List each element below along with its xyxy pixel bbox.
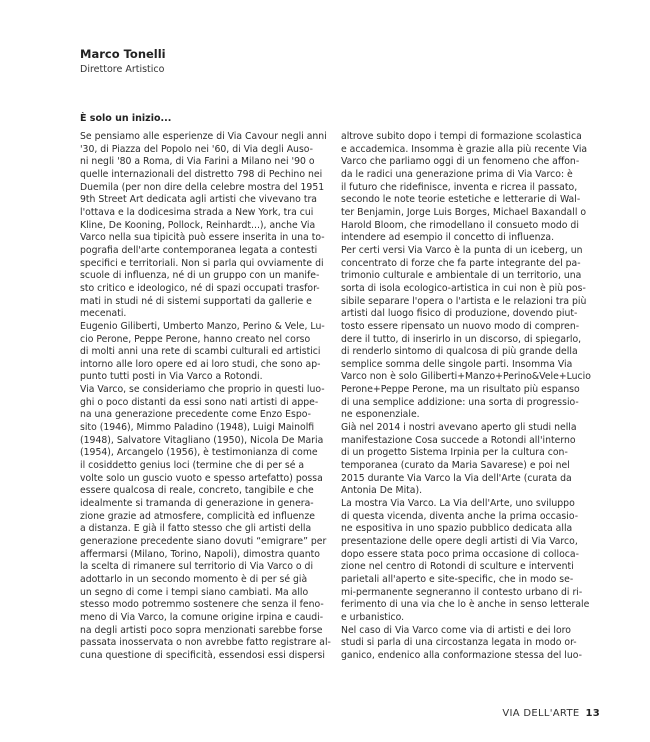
text-line: di molti anni una rete di scambi culturali ed artistici <box>80 346 321 358</box>
text-line: Via Varco, se consideriamo che proprio in questi luo- <box>80 384 325 396</box>
text-line: pografia dell'arte contemporanea legata a contesti <box>80 244 318 256</box>
text-line: Per certi versi Via Varco è la punta di un iceberg, un <box>341 244 583 256</box>
text-line: il cosiddetto genius loci (termine che di per sé a <box>80 460 305 472</box>
text-line: secondo le note teorie estetiche e letterarie di Wal- <box>341 194 581 206</box>
text-line: di una semplice addizione: una sorta di progressio- <box>341 396 579 408</box>
text-line: ganico, endenico alla conformazione stessa del luo- <box>341 649 582 661</box>
text-line: la scelta di rimanere sul territorio di Via Varco o di <box>80 561 314 573</box>
text-line: Kline, De Kooning, Pollock, Reinhardt...), anche Via <box>80 219 316 231</box>
text-line: ghi o poco distanti da essi sono nati artisti di appe- <box>80 396 319 408</box>
footer-section-title: VIA DELL'ARTE <box>502 708 580 719</box>
text-line: meno di Via Varco, la comune origine irpina e caudi- <box>80 611 324 623</box>
text-line: dopo essere stata poco prima occasione di colloca- <box>341 548 579 560</box>
text-line: l'ottava e la dodicesima strada a New York, tra cui <box>80 206 314 218</box>
text-line: Duemila (per non dire della celebre mostra del 1951 <box>80 181 325 193</box>
page-footer <box>440 708 600 719</box>
text-line: manifestazione Cosa succede a Rotondi all'interno <box>341 434 576 446</box>
text-line: (1948), Salvatore Vitagliano (1950), Nicola De Maria <box>80 434 324 446</box>
text-line: studi si parla di una circostanza legata in modo or- <box>341 637 577 649</box>
text-line: (1954), Arcangelo (1956), è testimonianza di come <box>80 447 318 459</box>
text-line: zione grazie ad atmosfere, complicità ed influenze <box>80 510 315 522</box>
author-name: Marco Tonelli <box>80 47 166 61</box>
text-line: ni negli '80 a Roma, di Via Farini a Milano nei '90 o <box>80 156 315 168</box>
text-line: Perone+Peppe Perone, ma un risultato più espanso <box>341 384 580 396</box>
text-line: Se pensiamo alle esperienze di Via Cavour negli anni <box>80 131 327 142</box>
text-line: un segno di come i tempi siano cambiati. Ma allo <box>80 586 309 598</box>
text-line: scuole di influenza, né di un gruppo con un manife- <box>80 270 320 282</box>
text-line: passata inosservata o non avrebbe fatto registrare al- <box>80 637 331 649</box>
text-line: Eugenio Giliberti, Umberto Manzo, Perino & Vele, Lu- <box>80 320 325 332</box>
text-line: cuna questione di specificità, essendosi essi dispersi <box>80 649 325 661</box>
text-line: intorno alle loro opere ed ai loro studi, che sono ap- <box>80 358 321 370</box>
article-heading: È solo un inizio... <box>80 113 172 124</box>
text-line: concentrato di forze che fa parte integrante del pa- <box>341 257 581 269</box>
text-line: semplice somma delle singole parti. Insomma Via <box>341 358 573 370</box>
text-line: '30, di Piazza del Popolo nei '60, di Via degli Auso- <box>80 143 313 155</box>
text-line: essere qualcosa di reale, concreto, tangibile e che <box>80 485 314 497</box>
text-line: a distanza. E già il fatto stesso che gli artisti della <box>80 523 312 535</box>
text-line: Già nel 2014 i nostri avevano aperto gli studi nella <box>341 422 577 434</box>
text-line: punto tutti posti in Via Varco a Rotondi. <box>80 371 263 383</box>
text-line: Varco che parliamo oggi di un fenomeno che affon- <box>341 156 580 168</box>
text-line: ferimento di una via che lo è anche in senso letterale <box>341 599 590 611</box>
text-line: sito (1946), Mimmo Paladino (1948), Luigi Mainolfi <box>80 422 315 434</box>
page-number: 13 <box>585 708 600 719</box>
text-line: e urbanistico. <box>341 611 405 623</box>
text-line: specifici e territoriali. Non si parla qui ovviamente di <box>80 257 324 269</box>
text-line: mati in studi né di sistemi supportati da gallerie e <box>80 295 312 307</box>
text-line: generazione precedente siano dovuti “emigrare” per <box>80 536 327 547</box>
text-line: di renderlo sintomo di qualcosa di più grande della <box>341 346 578 358</box>
text-line: presentazione delle opere degli artisti di Via Varco, <box>341 536 578 547</box>
text-line: idealmente si tramanda di generazione in genera- <box>80 498 314 510</box>
text-line: ter Benjamin, Jorge Luis Borges, Michael Baxandall o <box>341 206 587 218</box>
text-line: da le radici una generazione prima di Via Varco: è <box>341 168 573 180</box>
text-line: 9th Street Art dedicata agli artisti che vivevano tra <box>80 194 317 206</box>
text-line: dere il tutto, di inserirlo in un discorso, di spiegarlo, <box>341 333 582 345</box>
text-line: di un progetto Sistema Irpinia per la cultura con- <box>341 447 568 459</box>
text-line: Antonia De Mita). <box>341 485 423 497</box>
text-line: intendere ad esempio il concetto di influenza. <box>341 232 555 244</box>
text-line: sorta di isola ecologico-artistica in cui non è più pos- <box>341 282 586 294</box>
text-column-right <box>341 131 592 663</box>
text-line: La mostra Via Varco. La Via dell'Arte, uno sviluppo <box>341 498 575 510</box>
text-line: mi-permanente segneranno il contesto urbano di ri- <box>341 586 583 598</box>
text-line: na degli artisti poco sopra menzionati sarebbe forse <box>80 624 323 636</box>
text-line: Harold Bloom, che rimodellano il consueto modo di <box>341 219 579 231</box>
text-line: parietali all'aperto e site-specific, che in modo se- <box>341 573 574 585</box>
text-line: mecenati. <box>80 308 127 320</box>
text-column-left <box>80 131 331 663</box>
text-line: quelle internazionali del distretto 798 di Pechino nei <box>80 168 323 180</box>
text-line: sibile separare l'opera o l'artista e le relazioni tra più <box>341 295 587 307</box>
text-line: ne esponenziale. <box>341 409 420 421</box>
text-line: cio Perone, Peppe Perone, hanno creato nel corso <box>80 333 311 345</box>
text-line: e accademica. Insomma è grazie alla più recente Via <box>341 143 588 155</box>
author-role: Direttore Artistico <box>80 64 165 75</box>
text-line: temporanea (curato da Maria Savarese) e poi nel <box>341 460 570 472</box>
text-line: zione nel centro di Rotondi di sculture e interventi <box>341 561 574 573</box>
text-line: 2015 durante Via Varco la Via dell'Arte (curata da <box>341 472 572 484</box>
text-line: altrove subito dopo i tempi di formazione scolastica <box>341 131 582 142</box>
text-line: Varco non è solo Giliberti+Manzo+Perino&Vele+Lucio <box>341 371 591 383</box>
text-line: trimonio culturale e ambientale di un territorio, una <box>341 270 582 282</box>
text-line: Varco nella sua tipicità può essere inserita in una to- <box>80 232 325 244</box>
text-line: stesso modo potremmo sostenere che senza il feno- <box>80 599 324 611</box>
text-line: na una generazione precedente come Enzo Espo- <box>80 409 312 421</box>
text-line: ne espositiva in uno spazio pubblico dedicata alla <box>341 523 573 535</box>
text-line: volte solo un guscio vuoto e spesso artefatto) possa <box>80 472 323 484</box>
text-line: sto critico e ideologico, né di spazi occupati trasfor- <box>80 282 320 294</box>
text-line: affermarsi (Milano, Torino, Napoli), dimostra quanto <box>80 548 320 560</box>
text-line: adottarlo in un secondo momento è di per sé già <box>80 573 308 585</box>
text-line: tosto essere ripensato un nuovo modo di compren- <box>341 320 580 332</box>
text-line: il futuro che ridefinisce, inventa e ricrea il passato, <box>341 181 578 193</box>
text-line: Nel caso di Via Varco come via di artisti e dei loro <box>341 624 571 636</box>
text-line: artisti dal luogo fisico di produzione, dovendo piut- <box>341 308 578 320</box>
text-line: di questa vicenda, diventa anche la prima occasio- <box>341 510 579 522</box>
